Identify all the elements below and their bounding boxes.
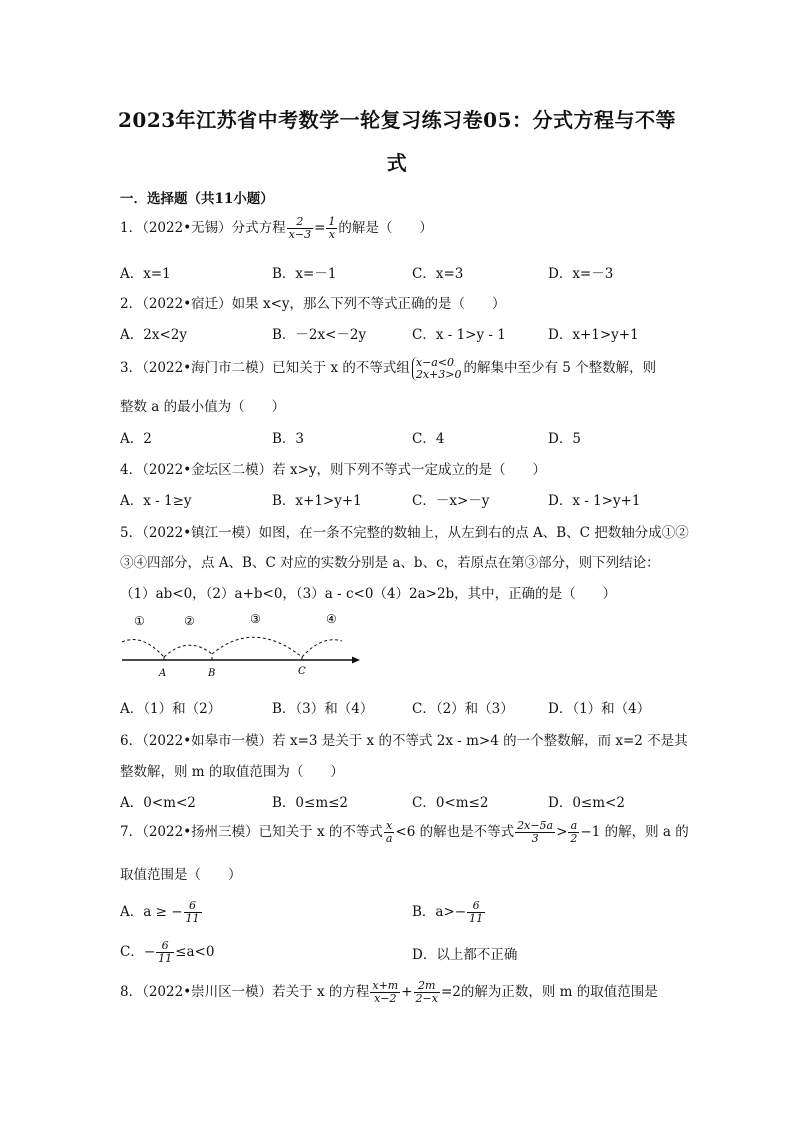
q3-option-c: C．4 (412, 431, 445, 447)
q4-option-c: C．－x>－y (412, 493, 490, 509)
q7-fraction-1 (384, 820, 395, 845)
q3-stem-post: 的解集中至少有 5 个整数解，则 (463, 360, 657, 376)
axis-arrow (352, 657, 360, 664)
q7-option-a (120, 900, 203, 925)
q7-oa-den: 11 (185, 912, 200, 925)
q8-f2-den: 2−x (415, 992, 438, 1005)
question-2: 2．（2022•宿迁）如果 x<y，那么下列不等式正确的是（ ） (120, 296, 506, 312)
q7-ob-den: 11 (469, 912, 484, 925)
q4-option-b: B．x+1>y+1 (272, 493, 362, 509)
q7-option-c-fraction (156, 940, 174, 965)
q7-ob-num: 6 (467, 900, 485, 913)
q7-option-d: D．以上都不正确 (412, 947, 518, 963)
q7-stem-mid1: <6 的解也是不等式 (395, 824, 515, 840)
q7-stem-mid2: > (556, 824, 568, 840)
q8-f2-num: 2m (414, 980, 440, 993)
q5-option-d: D．（1）和（4） (548, 701, 651, 717)
q6-option-b: B．0≤m≤2 (272, 795, 349, 811)
q7-option-c-text: C．− (120, 944, 156, 960)
q8-f1-num: x+m (372, 979, 399, 992)
q1-f1-num: 2 (287, 216, 313, 229)
question-1 (120, 216, 433, 241)
q7-stem-line2: 取值范围是（ ） (120, 867, 242, 883)
q7-option-a-fraction (184, 900, 202, 925)
q7-f2-den: 3 (531, 832, 539, 845)
question-7 (120, 820, 689, 845)
q5-option-b: B．（3）和（4） (272, 701, 374, 717)
q7-oc-num: 6 (156, 940, 174, 953)
q7-f2-num: 2x−5a (517, 819, 554, 832)
region-label-1: ① (134, 614, 145, 628)
q7-f1-den: a (385, 832, 393, 845)
q7-option-c-post: ≤a<0 (175, 944, 215, 960)
region-label-2: ② (184, 614, 195, 628)
q6-option-c: C．0<m≤2 (412, 795, 489, 811)
q1-f1-den: x−3 (288, 228, 312, 241)
q3-option-a: A．2 (120, 431, 152, 447)
question-6-line2: 整数解，则 m 的取值范围为（ ） (120, 764, 344, 780)
q2-option-c: C．x - 1>y - 1 (412, 327, 506, 343)
q7-f3-den: 2 (570, 832, 578, 845)
q7-option-c (120, 940, 214, 965)
q7-oa-num: 6 (184, 900, 202, 913)
point-label-c: C (298, 666, 306, 677)
q8-stem-pre: 8．（2022•崇川区一模）若关于 x 的方程 (120, 984, 370, 1000)
q1-fraction-1 (287, 216, 313, 241)
q3-sys-row1: x−a<0 (415, 355, 455, 369)
q8-fraction-2 (414, 980, 440, 1005)
q1-fraction-2 (326, 216, 337, 241)
q7-option-b-fraction (467, 900, 485, 925)
q5-option-a: A．（1）和（2） (120, 701, 222, 717)
q3-option-b: B．3 (272, 431, 305, 447)
q3-option-d: D．5 (548, 431, 581, 447)
question-6-line1: 6．（2022•如皋市一模）若 x=3 是关于 x 的不等式 2x - m>4 的一个整数解，而 x=2 不是其 (120, 733, 688, 749)
region-label-3: ③ (250, 612, 261, 626)
q7-f1-num: x (384, 820, 395, 833)
q1-option-d: D．x=－3 (548, 266, 614, 282)
q7-fraction-3 (568, 820, 579, 845)
q3-stem-line2: 整数 a 的最小值为（ ） (120, 399, 286, 415)
q1-option-b: B．x=－1 (272, 266, 337, 282)
q1-f2-num: 1 (328, 215, 336, 228)
question-5-line3: （1）ab<0，（2）a+b<0，（3）a - c<0（4）2a>2b，其中，正确的是（ ） (120, 586, 617, 602)
q8-f1-den: x−2 (374, 992, 397, 1005)
arc-region-3 (212, 637, 302, 657)
q3-stem-pre: 3．（2022•海门市二模）已知关于 x 的不等式组 (120, 360, 410, 376)
q8-plus: + (401, 984, 413, 1000)
q2-option-d: D．x+1>y+1 (548, 327, 639, 343)
question-5-line2: ③④四部分，点 A、B、C 对应的实数分别是 a、b、c，若原点在第③部分，则下列结论： (120, 555, 660, 571)
q1-stem-pre: 1．（2022•无锡）分式方程 (120, 220, 286, 236)
q1-equals: = (314, 220, 326, 236)
q2-option-a: A．2x<2y (120, 327, 187, 343)
page-title-line1: 2023年江苏省中考数学一轮复习练习卷05：分式方程与不等 (118, 108, 676, 132)
arc-region-1 (122, 640, 164, 657)
q4-option-d: D．x - 1>y+1 (548, 493, 641, 509)
q4-option-a: A．x - 1≥y (120, 493, 192, 509)
q2-option-b: B．－2x<－2y (272, 327, 367, 343)
q7-option-b-text: B．a>− (412, 904, 467, 920)
q7-option-a-text: A．a ≥ − (120, 904, 183, 920)
arc-region-2 (164, 645, 212, 657)
question-8 (120, 980, 658, 1005)
q7-stem-post: −1 的解，则 a 的 (580, 824, 689, 840)
number-line-figure (118, 607, 368, 679)
q7-fraction-2 (515, 820, 555, 845)
point-label-a: A (159, 668, 167, 679)
q1-stem-post: 的解是（ ） (338, 220, 433, 236)
q3-inequality-system (412, 357, 462, 381)
point-label-b: B (208, 668, 216, 679)
question-4: 4．（2022•金坛区二模）若 x>y，则下列不等式一定成立的是（ ） (120, 462, 547, 478)
q1-option-a: A．x=1 (120, 266, 171, 282)
q1-f2-den: x (328, 228, 336, 241)
q5-option-c: C．（2）和（3） (412, 701, 514, 717)
q3-sys-row2: 2x+3>0 (415, 367, 462, 381)
q7-oc-den: 11 (158, 952, 173, 965)
q6-option-d: D．0≤m<2 (548, 795, 625, 811)
question-3 (120, 356, 656, 381)
section-heading: 一．选择题（共11小题） (120, 191, 274, 207)
q1-option-c: C．x=3 (412, 266, 464, 282)
q7-option-b (412, 900, 486, 925)
q7-f3-num: a (568, 820, 579, 833)
region-label-4: ④ (326, 612, 337, 626)
q8-fraction-1 (370, 980, 400, 1005)
question-5-line1: 5．（2022•镇江一模）如图，在一条不完整的数轴上，从左到右的点 A、B、C 把数轴分成①② (120, 525, 689, 541)
q7-stem-pre: 7．（2022•扬州三模）已知关于 x 的不等式 (120, 824, 383, 840)
arc-region-4 (302, 640, 342, 657)
q8-stem-post: =2的解为正数，则 m 的取值范围是 (440, 984, 658, 1000)
q6-option-a: A．0<m<2 (120, 795, 196, 811)
page-title-line2: 式 (386, 151, 408, 175)
